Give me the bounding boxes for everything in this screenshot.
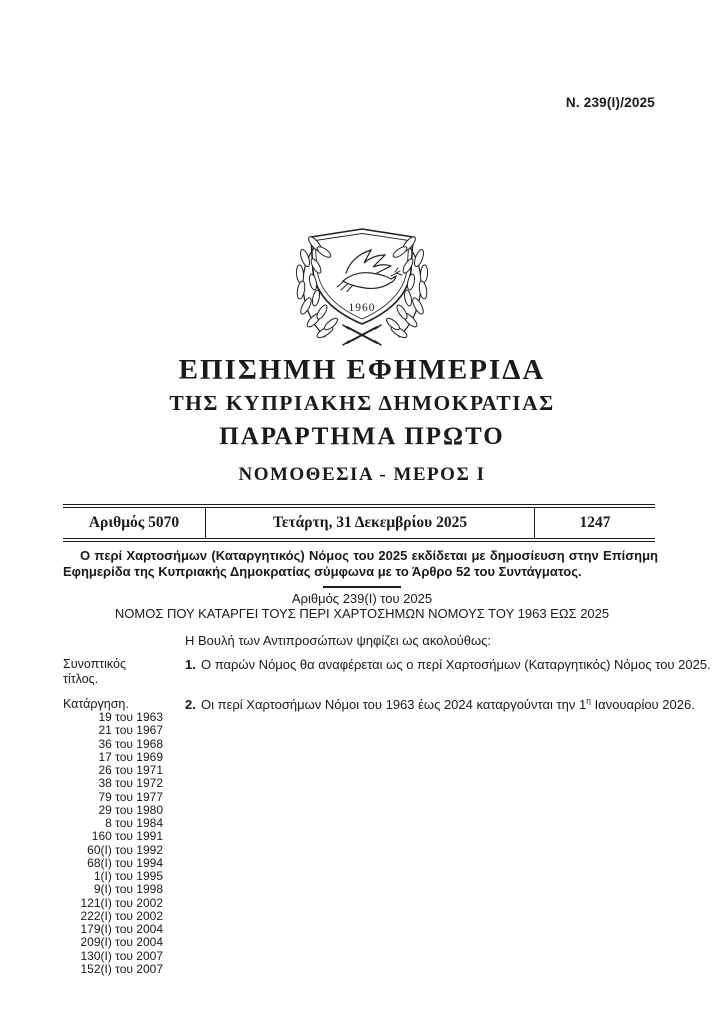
margin-note-repeal: Κατάργηση.: [63, 697, 129, 711]
repealed-law-item: 209(Ι) του 2004: [80, 935, 163, 950]
ordinal-superscript: η: [586, 695, 591, 706]
repealed-law-item: 152(Ι) του 2007: [80, 961, 163, 976]
repealed-law-item: 8 του 1984: [105, 816, 163, 830]
repealed-law-item: 17 του 1969: [98, 749, 163, 764]
law-section-1: [185, 657, 711, 672]
repealed-law-item: 1(Ι) του 1995: [93, 869, 163, 883]
page-number: 1247: [579, 514, 611, 531]
repealed-law-item: 79 του 1977: [98, 789, 163, 804]
repealed-laws-list: [63, 711, 163, 976]
document-number: Ν. 239(Ι)/2025: [565, 95, 655, 110]
repealed-law-item: 130(Ι) του 2007: [80, 948, 163, 963]
repealed-law-item: 9(Ι) του 1998: [93, 882, 163, 897]
promulgation-paragraph: Ο περί Χαρτοσήμων (Καταργητικός) Νόμος του 2025 εκδίδεται με δημοσίευση στην Επίσημη Εφημερίδα της Κυπριακής Δημοκρατίας σύμφωνα με το Άρθρο 52 του Συντάγματος.: [63, 548, 658, 579]
section-text: Οι περί Χαρτοσήμων Νόμοι του 1963 έως 2024 καταργούνται την $1^\eta$ Ιανουαρίου 2026.: [201, 695, 695, 712]
repealed-law-item: 29 του 1980: [98, 802, 163, 817]
enacting-formula: Η Βουλή των Αντιπροσώπων ψηφίζει ως ακολούθως:: [185, 633, 492, 648]
olive-twig-icon: [391, 268, 402, 276]
margin-note-short-title: Συνοπτικός τίτλος.: [63, 657, 127, 686]
section-text: Ο παρών Νόμος θα αναφέρεται ως ο περί Χαρτοσήμων (Καταργητικός) Νόμος του 2025.: [201, 657, 711, 672]
repealed-law-item: 222(Ι) του 2002: [80, 908, 163, 923]
emblem-year: 1960: [348, 302, 376, 314]
repealed-law-item: 19 του 1963: [98, 710, 163, 724]
issue-bar: [63, 504, 655, 542]
issue-date: Τετάρτη, 31 Δεκεμβρίου 2025: [205, 508, 535, 538]
repealed-law-item: 26 του 1971: [98, 763, 163, 777]
gazette-section: ΝΟΜΟΘΕΣΙΑ - ΜΕΡΟΣ Ι: [238, 464, 486, 485]
gazette-subtitle: ΤΗΣ ΚΥΠΡΙΑΚΗΣ ΔΗΜΟΚΡΑΤΙΑΣ: [169, 391, 555, 415]
gazette-supplement: ΠΑΡΑΡΤΗΜΑ ΠΡΩΤΟ: [219, 423, 505, 450]
repealed-law-item: 68(Ι) του 1994: [87, 855, 163, 870]
repealed-law-item: 179(Ι) του 2004: [80, 922, 163, 936]
law-title: ΝΟΜΟΣ ΠΟΥ ΚΑΤΑΡΓΕΙ ΤΟΥΣ ΠΕΡΙ ΧΑΡΤΟΣΗΜΩΝ ΝΟΜΟΥΣ ΤΟΥ 1963 ΕΩΣ 2025: [114, 606, 610, 621]
law-number-line: Αριθμός 239(Ι) του 2025: [291, 591, 433, 606]
section-number: 2.: [185, 697, 196, 712]
dove-icon: [337, 250, 402, 292]
repealed-law-item: 60(Ι) του 1992: [87, 842, 163, 857]
cyprus-coat-of-arms: [292, 226, 432, 351]
crossed-stems-icon: [343, 325, 381, 345]
repealed-law-item: 121(Ι) του 2002: [80, 895, 163, 910]
gazette-title: ΕΠΙΣΗΜΗ ΕΦΗΜΕΡΙΔΑ: [178, 354, 546, 386]
law-section-2: [185, 697, 695, 712]
repealed-law-item: 38 του 1972: [98, 776, 163, 791]
repealed-law-item: 21 του 1967: [98, 723, 163, 738]
issue-number: Αριθμός 5070: [88, 514, 180, 531]
repealed-law-item: 160 του 1991: [91, 829, 163, 844]
section-number: 1.: [185, 657, 196, 672]
section-divider-rule: [323, 586, 401, 588]
coat-of-arms-icon: [292, 226, 432, 346]
repealed-law-item: 36 του 1968: [98, 736, 163, 751]
